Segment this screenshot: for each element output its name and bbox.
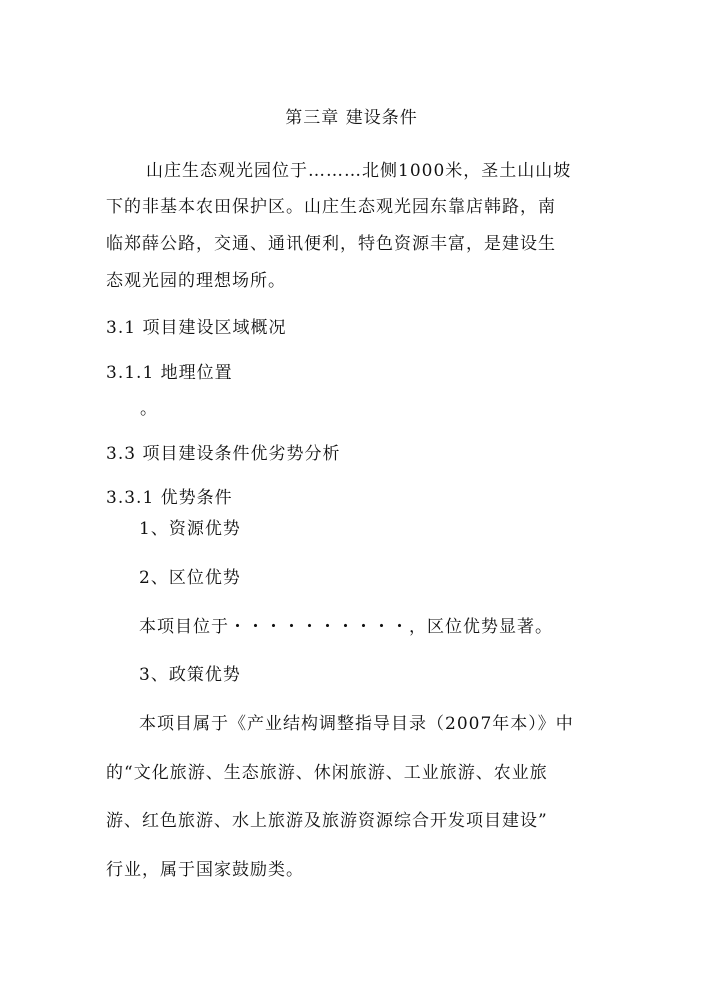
policy-line-3: 游、红色旅游、水上旅游及旅游资源综合开发项目建设” [106,811,548,831]
intro-line-4: 态观光园的理想场所。 [106,271,286,291]
list-item-resource-advantage: 1、资源优势 [139,519,241,539]
location-paragraph: 本项目位于・・・・・・・・・・，区位优势显著。 [139,617,553,637]
intro-line-2: 下的非基本农田保护区。山庄生态观光园东靠店韩路，南 [106,197,556,217]
intro-line-1: 山庄生态观光园位于………北侧1000米，圣土山山坡 [146,161,572,181]
section-heading-3-1-1: 3.1.1 地理位置 [106,363,233,383]
list-item-policy-advantage: 3、政策优势 [139,665,241,685]
placeholder-mark: 。 [140,399,158,419]
policy-line-4: 行业，属于国家鼓励类。 [106,860,304,880]
chapter-title: 第三章 建设条件 [285,108,418,128]
section-heading-3-3-1: 3.3.1 优势条件 [106,488,233,508]
policy-line-2: 的“文化旅游、生态旅游、休闲旅游、工业旅游、农业旅 [106,763,548,783]
intro-line-3: 临郑薛公路，交通、通讯便利，特色资源丰富，是建设生 [106,234,556,254]
list-item-location-advantage: 2、区位优势 [139,568,241,588]
section-heading-3-3: 3.3 项目建设条件优劣势分析 [106,444,341,464]
policy-line-1: 本项目属于《产业结构调整指导目录（2007年本）》中 [139,714,574,734]
section-heading-3-1: 3.1 项目建设区域概况 [106,318,287,338]
